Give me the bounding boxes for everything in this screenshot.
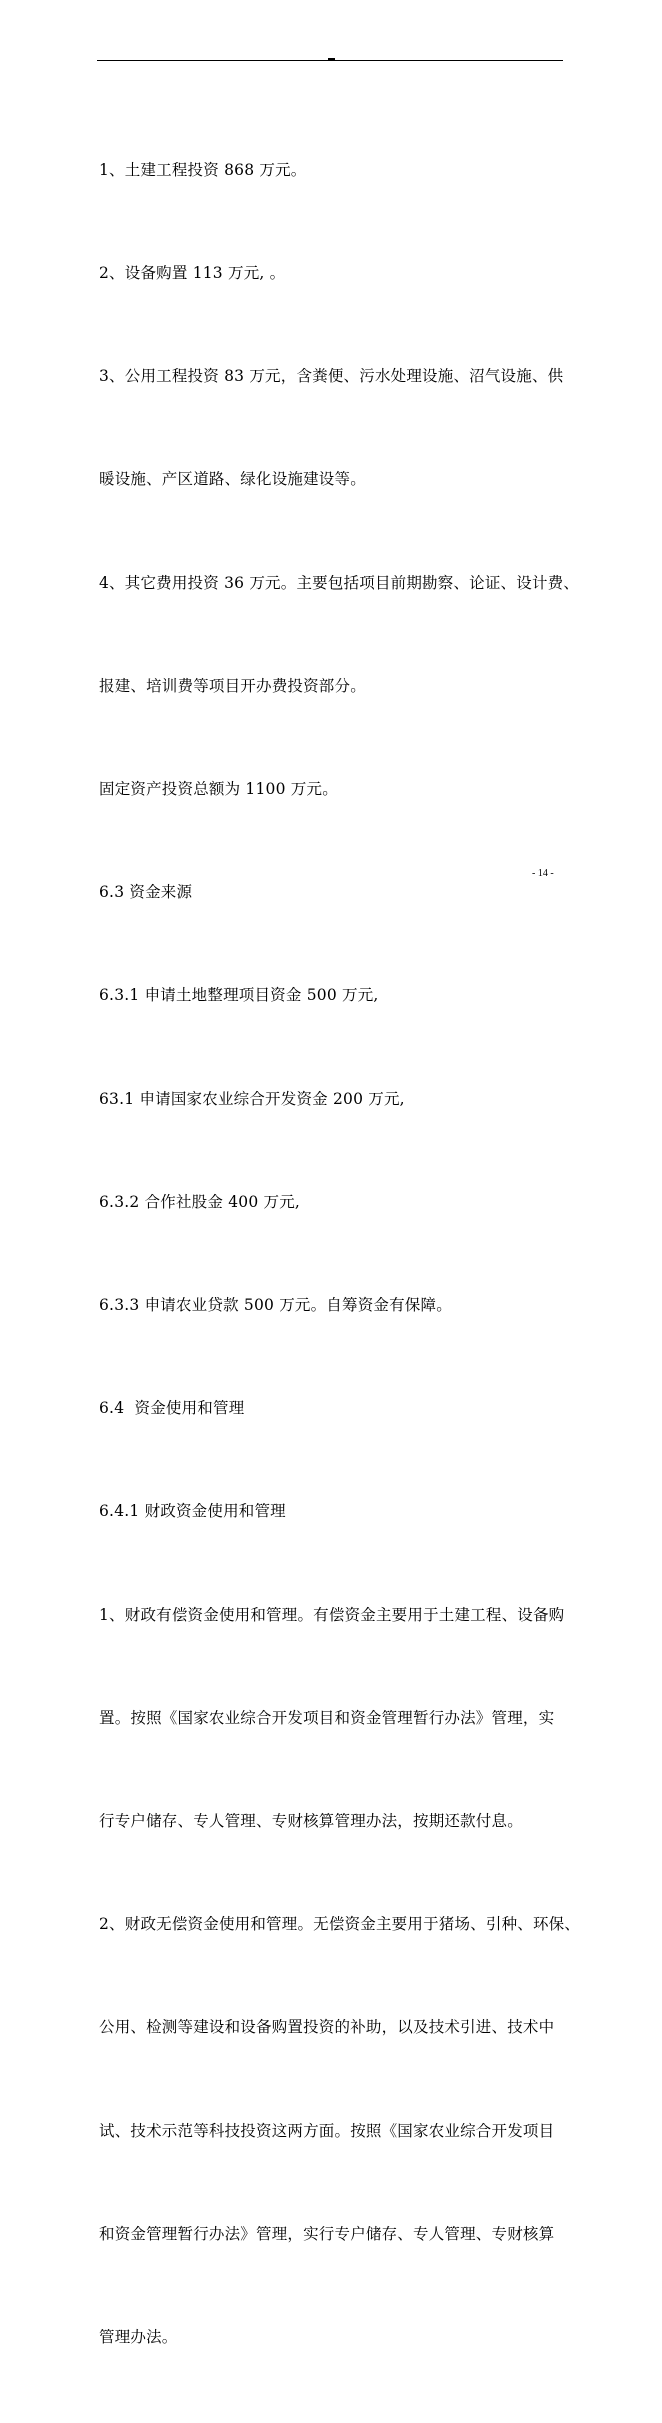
text-line: 6.3.2 合作社股金 400 万元, — [99, 1192, 301, 1211]
text-line: 63.1 申请国家农业综合开发资金 200 万元, — [99, 1089, 405, 1108]
text-line: 置。按照《国家农业综合开发项目和资金管理暂行办法》管理，实 — [99, 1708, 555, 1727]
text-line: 4、其它费用投资 36 万元。主要包括项目前期勘察、论证、设计费、 — [99, 573, 580, 592]
text-line: 公用、检测等建设和设备购置投资的补助，以及技术引进、技术中 — [99, 2018, 555, 2037]
text-line: 6.3.3 申请农业贷款 500 万元。自筹资金有保障。 — [99, 1296, 452, 1315]
subsection-heading: 6.4.1 财政资金使用和管理 — [99, 1502, 286, 1521]
text-line: 行专户储存、专人管理、专财核算管理办法，按期还款付息。 — [99, 1812, 523, 1831]
text-line: 2、财政无偿资金使用和管理。无偿资金主要用于猪场、引种、环保、 — [99, 1915, 581, 1934]
section-heading: 6.4 资金使用和管理 — [99, 1399, 245, 1418]
text-line: 试、技术示范等科技投资这两方面。按照《国家农业综合开发项目 — [99, 2121, 555, 2140]
text-line: 和资金管理暂行办法》管理，实行专户储存、专人管理、专财核算 — [99, 2224, 555, 2243]
text-line: 1、土建工程投资 868 万元。 — [99, 160, 307, 179]
text-line: 固定资产投资总额为 1100 万元。 — [99, 780, 338, 799]
text-line: 2、设备购置 113 万元, 。 — [99, 264, 286, 283]
text-line: 暖设施、产区道路、绿化设施建设等。 — [99, 470, 366, 489]
section-heading: 6.3 资金来源 — [99, 883, 193, 902]
text-line: 6.3.1 申请土地整理项目资金 500 万元, — [99, 986, 379, 1005]
text-line: 3、公用工程投资 83 万元，含粪便、污水处理设施、沼气设施、供 — [99, 367, 564, 386]
text-line: 报建、培训费等项目开办费投资部分。 — [99, 676, 366, 695]
page-number: - 14 - — [532, 868, 554, 879]
header-mark — [328, 58, 335, 61]
text-line: 1、财政有偿资金使用和管理。有偿资金主要用于土建工程、设备购 — [99, 1605, 565, 1624]
body-text — [99, 84, 581, 2423]
text-line: 管理办法。 — [99, 2328, 178, 2347]
